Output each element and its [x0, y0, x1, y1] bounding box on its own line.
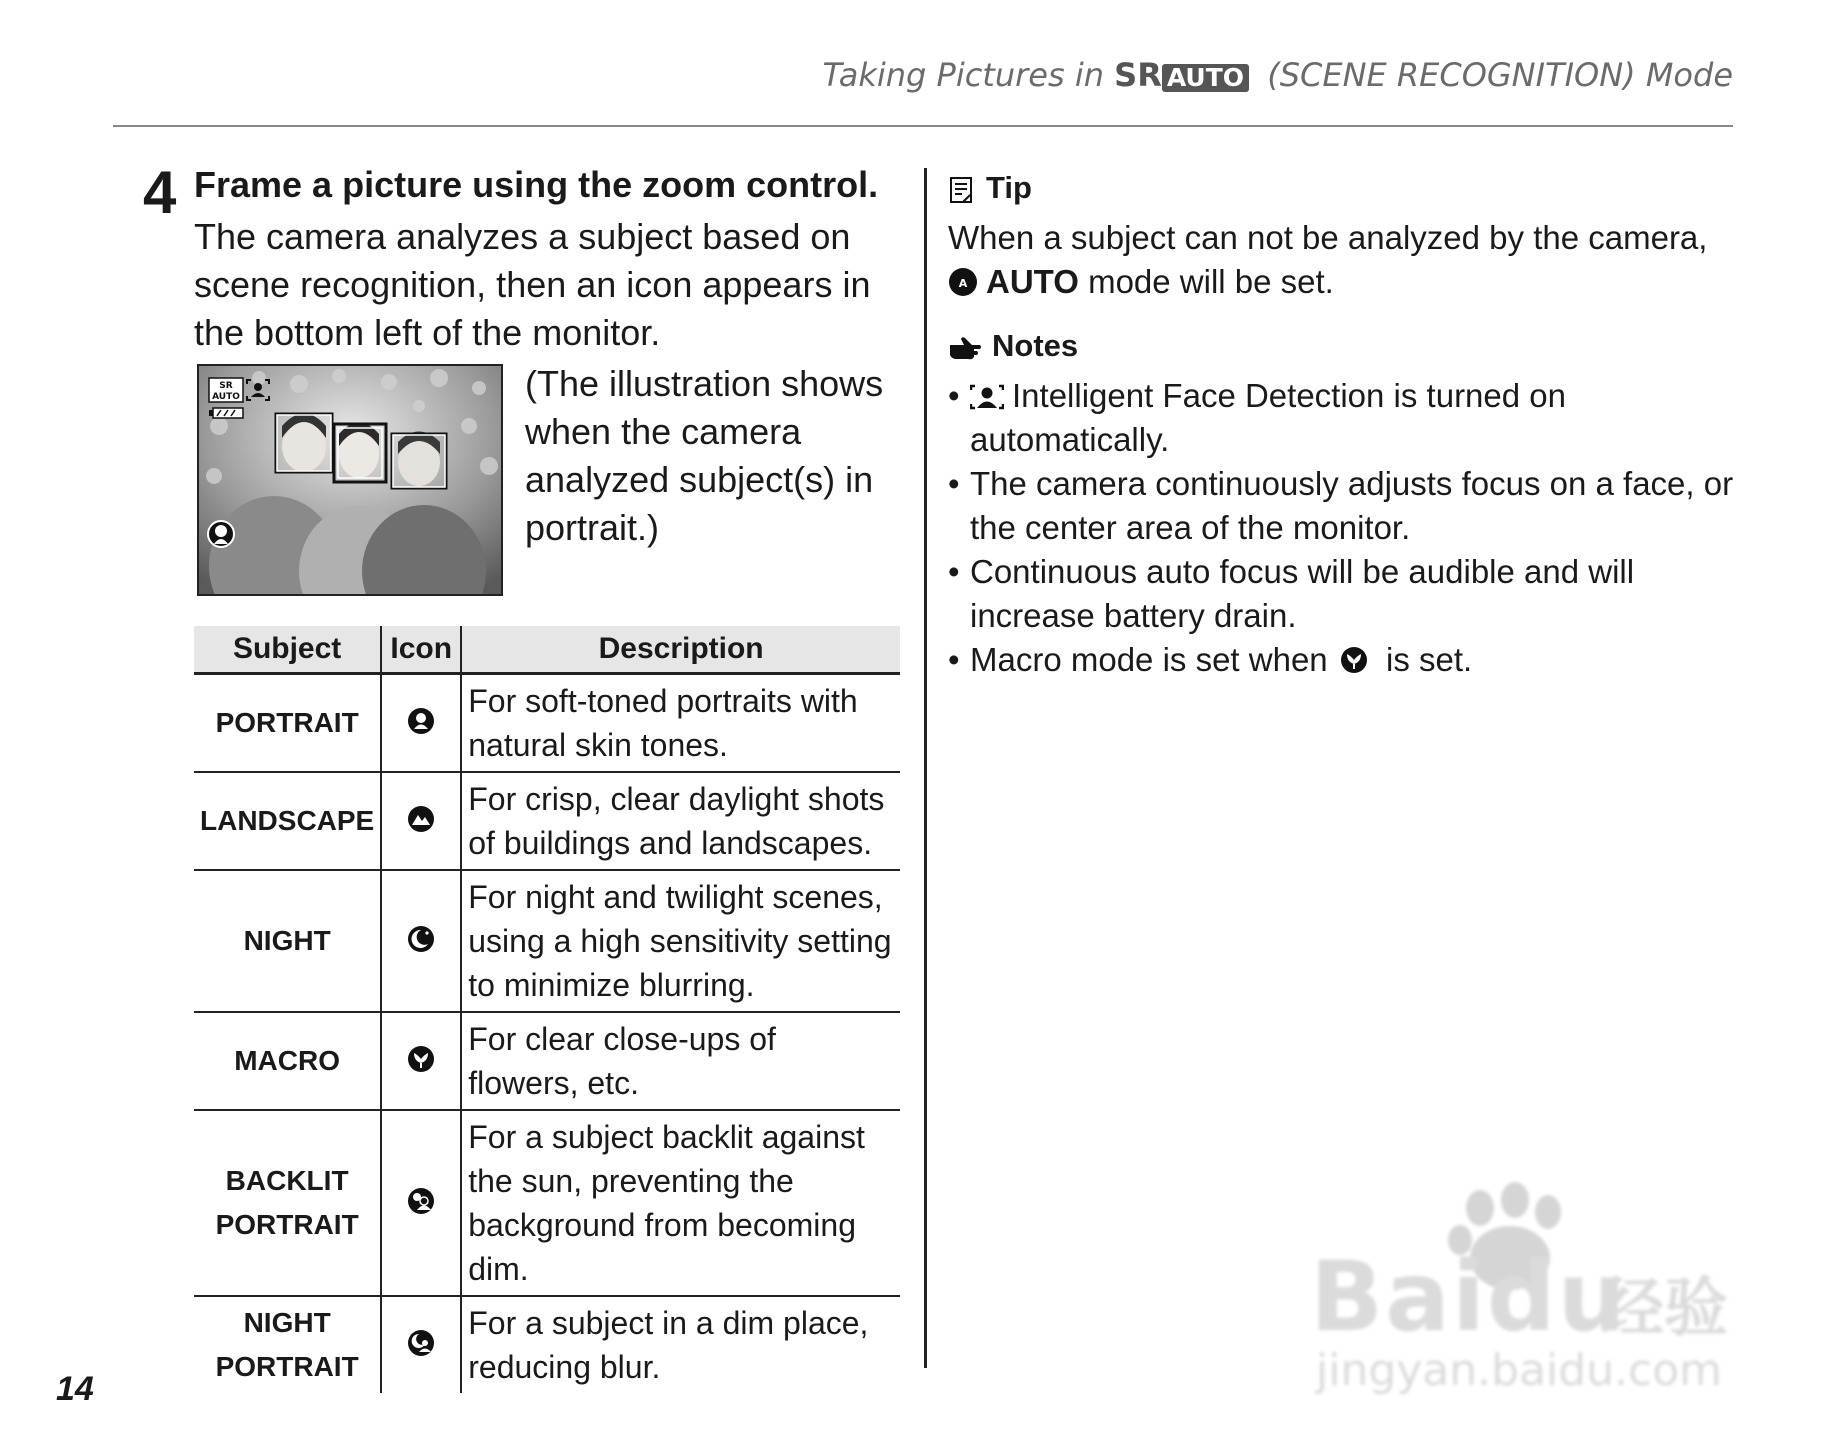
photo-badge-auto: AUTO [212, 392, 240, 402]
subject-cell: BACKLIT PORTRAIT [194, 1110, 381, 1296]
notes-heading-label: Notes [992, 328, 1079, 363]
table-row [194, 772, 900, 870]
notes-list [948, 374, 1738, 682]
header-mode-auto: AUTO [1162, 64, 1249, 92]
note-text: The camera continuously adjusts focus on a face, or the center area of the monitor. [970, 465, 1734, 546]
header-description: Description [461, 626, 900, 674]
tip-heading [948, 170, 1032, 206]
notes-heading [948, 328, 1078, 364]
subject-cell: NIGHT PORTRAIT [215, 1307, 359, 1382]
description-cell: For crisp, clear daylight shots of buildings and landscapes. [461, 772, 900, 870]
description-cell: For soft-toned portraits with natural skin tones. [461, 674, 900, 773]
note-text: Continuous auto focus will be audible and will increase battery drain. [970, 553, 1635, 634]
portrait-scene-icon [208, 521, 234, 547]
night-icon [406, 924, 436, 954]
table-row [194, 674, 900, 773]
face-detection-icon [970, 383, 1004, 411]
subject-cell: NIGHT [194, 870, 381, 1012]
list-item [948, 374, 1738, 462]
memo-icon [948, 176, 976, 204]
macro-icon [406, 1044, 436, 1074]
watermark-brand: Baidu [1310, 1241, 1628, 1353]
note-text-before: Macro mode is set when [970, 641, 1337, 678]
bullet: • [948, 553, 960, 590]
svg-text:A: A [958, 277, 968, 290]
description-cell: For clear close-ups of flowers, etc. [461, 1012, 900, 1110]
tip-text-before: When a subject can not be analyzed by the camera, [948, 219, 1708, 256]
tip-heading-label: Tip [986, 170, 1032, 205]
step-body: The camera analyzes a subject based on scene recognition, then an icon appears in the bottom left of the monitor. [194, 216, 871, 353]
bullet: • [948, 641, 960, 678]
portrait-illustration [197, 364, 503, 596]
list-item [948, 462, 1738, 550]
auto-mode-icon [948, 267, 978, 297]
photo-badge-sr: SR [219, 381, 233, 391]
step-number: 4 [143, 159, 177, 226]
scene-recognition-table [194, 626, 900, 1393]
description-cell: For a subject backlit against the sun, preventing the background from becoming dim. [461, 1110, 900, 1296]
night-portrait-icon [406, 1328, 436, 1358]
subject-cell: PORTRAIT [194, 674, 381, 773]
table-row [194, 1012, 900, 1110]
header-subject: Subject [194, 626, 381, 674]
tip-text-after: mode will be set. [1078, 263, 1334, 300]
table-row [194, 1296, 900, 1393]
illustration-caption: (The illustration shows when the camera analyzed subject(s) in portrait.) [525, 363, 884, 548]
macro-icon [1339, 645, 1369, 675]
note-text-after: is set. [1376, 641, 1473, 678]
list-item [948, 638, 1738, 682]
column-divider [924, 168, 927, 1368]
watermark-cn: 经验 [1600, 1272, 1728, 1346]
header-prefix: Taking Pictures in [822, 56, 1115, 94]
step-title: Frame a picture using the zoom control. [194, 164, 879, 205]
running-header [823, 56, 1733, 94]
tip-text [948, 216, 1728, 304]
tip-auto-label: AUTO [986, 263, 1079, 300]
bullet: • [948, 465, 960, 502]
baidu-watermark [1310, 1180, 1740, 1400]
table-row [194, 1110, 900, 1296]
backlit-portrait-icon [406, 1186, 436, 1216]
header-mode-sr: SR [1114, 56, 1162, 94]
subject-cell: LANDSCAPE [194, 772, 381, 870]
bullet: • [948, 377, 960, 414]
battery-icon [209, 408, 243, 418]
page-number: 14 [56, 1370, 94, 1408]
watermark-url: jingyan.baidu.com [1316, 1345, 1723, 1396]
pointing-hand-icon [948, 335, 982, 361]
header-rule [113, 125, 1733, 127]
header-suffix: (SCENE RECOGNITION) Mode [1257, 56, 1733, 94]
header-icon: Icon [381, 626, 461, 674]
note-text: Intelligent Face Detection is turned on automatically. [970, 377, 1566, 458]
description-cell: For a subject in a dim place, reducing blur. [461, 1296, 900, 1393]
list-item [948, 550, 1738, 638]
subject-cell: MACRO [194, 1012, 381, 1110]
description-cell: For night and twilight scenes, using a high sensitivity setting to minimize blurring. [461, 870, 900, 1012]
landscape-icon [406, 804, 436, 834]
table-row [194, 870, 900, 1012]
portrait-icon [406, 706, 436, 736]
